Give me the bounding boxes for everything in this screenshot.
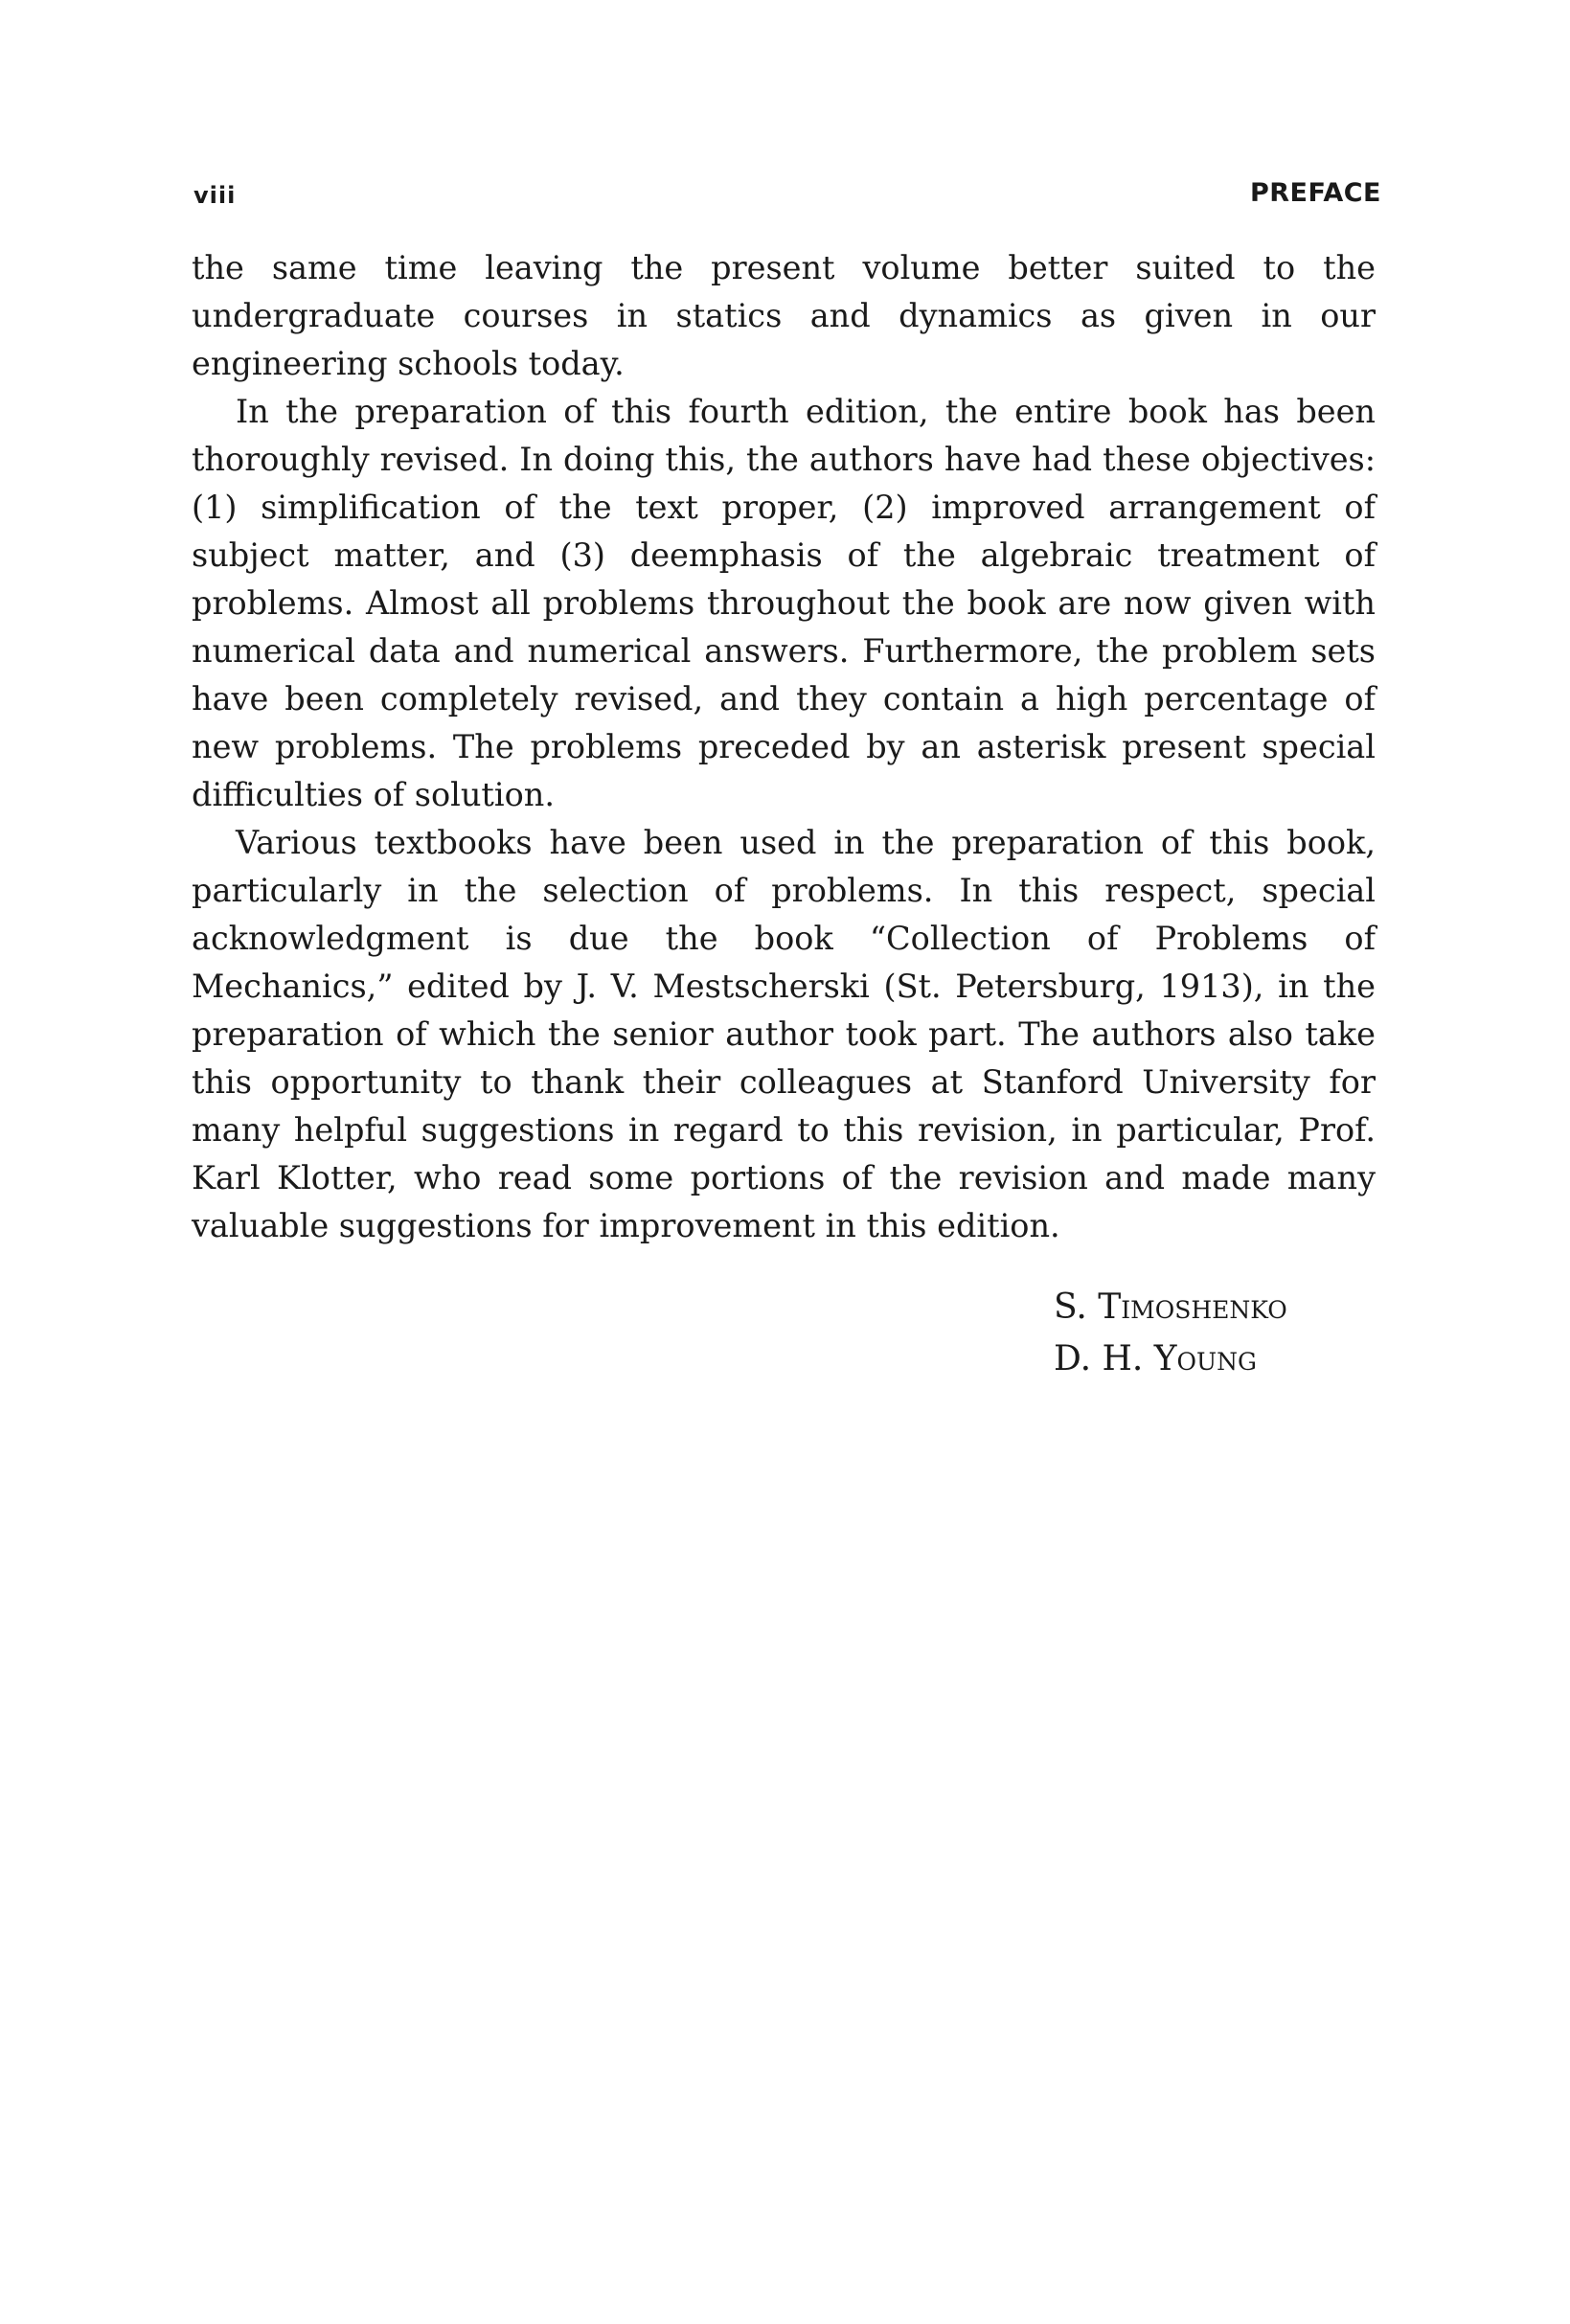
author-name: D. H. Young xyxy=(1054,1339,1257,1378)
running-head xyxy=(193,178,1381,216)
paragraph-revision: In the preparation of this fourth edition, the entire book has been thoroughly revised. In doing this, the authors have had these objectives: (1) simplification of the text proper, (2) improved arrangement of subject matter, and (3) deemphasis of the algebraic treatment of problems. Almost all problems throughout the book are now given with numerical data and numerical answers. Furthermore, the problem sets have been completely revised, and they contain a high percentage of new problems. The problems preceded by an asterisk present special difficulties of solution. xyxy=(192,393,1376,813)
paragraph-continuation: the same time leaving the present volume better suited to the undergraduate courses in statics and dynamics as given in our engineering schools today. xyxy=(192,249,1376,382)
section-title: PREFACE xyxy=(1249,178,1381,208)
author-signatures xyxy=(1054,1282,1287,1385)
preface-body xyxy=(192,244,1376,1250)
paragraph-acknowledgment: Various textbooks have been used in the preparation of this book, particularly in the selection of problems. In this respect, special acknowledgment is due the book “Collection of Problems of Mechanics,” edited by J. V. Mestscherski (St. Petersburg, 1913), in the preparation of which the senior author took part. The authors also take this opportunity to thank their colleagues at Stanford University for many helpful suggestions in regard to this revision, in particular, Prof. Karl Klotter, who read some portions of the revision and made many valuable suggestions for improvement in this edition. xyxy=(192,824,1376,1244)
author-name: S. Timoshenko xyxy=(1054,1287,1287,1327)
page-number: viii xyxy=(193,182,237,209)
